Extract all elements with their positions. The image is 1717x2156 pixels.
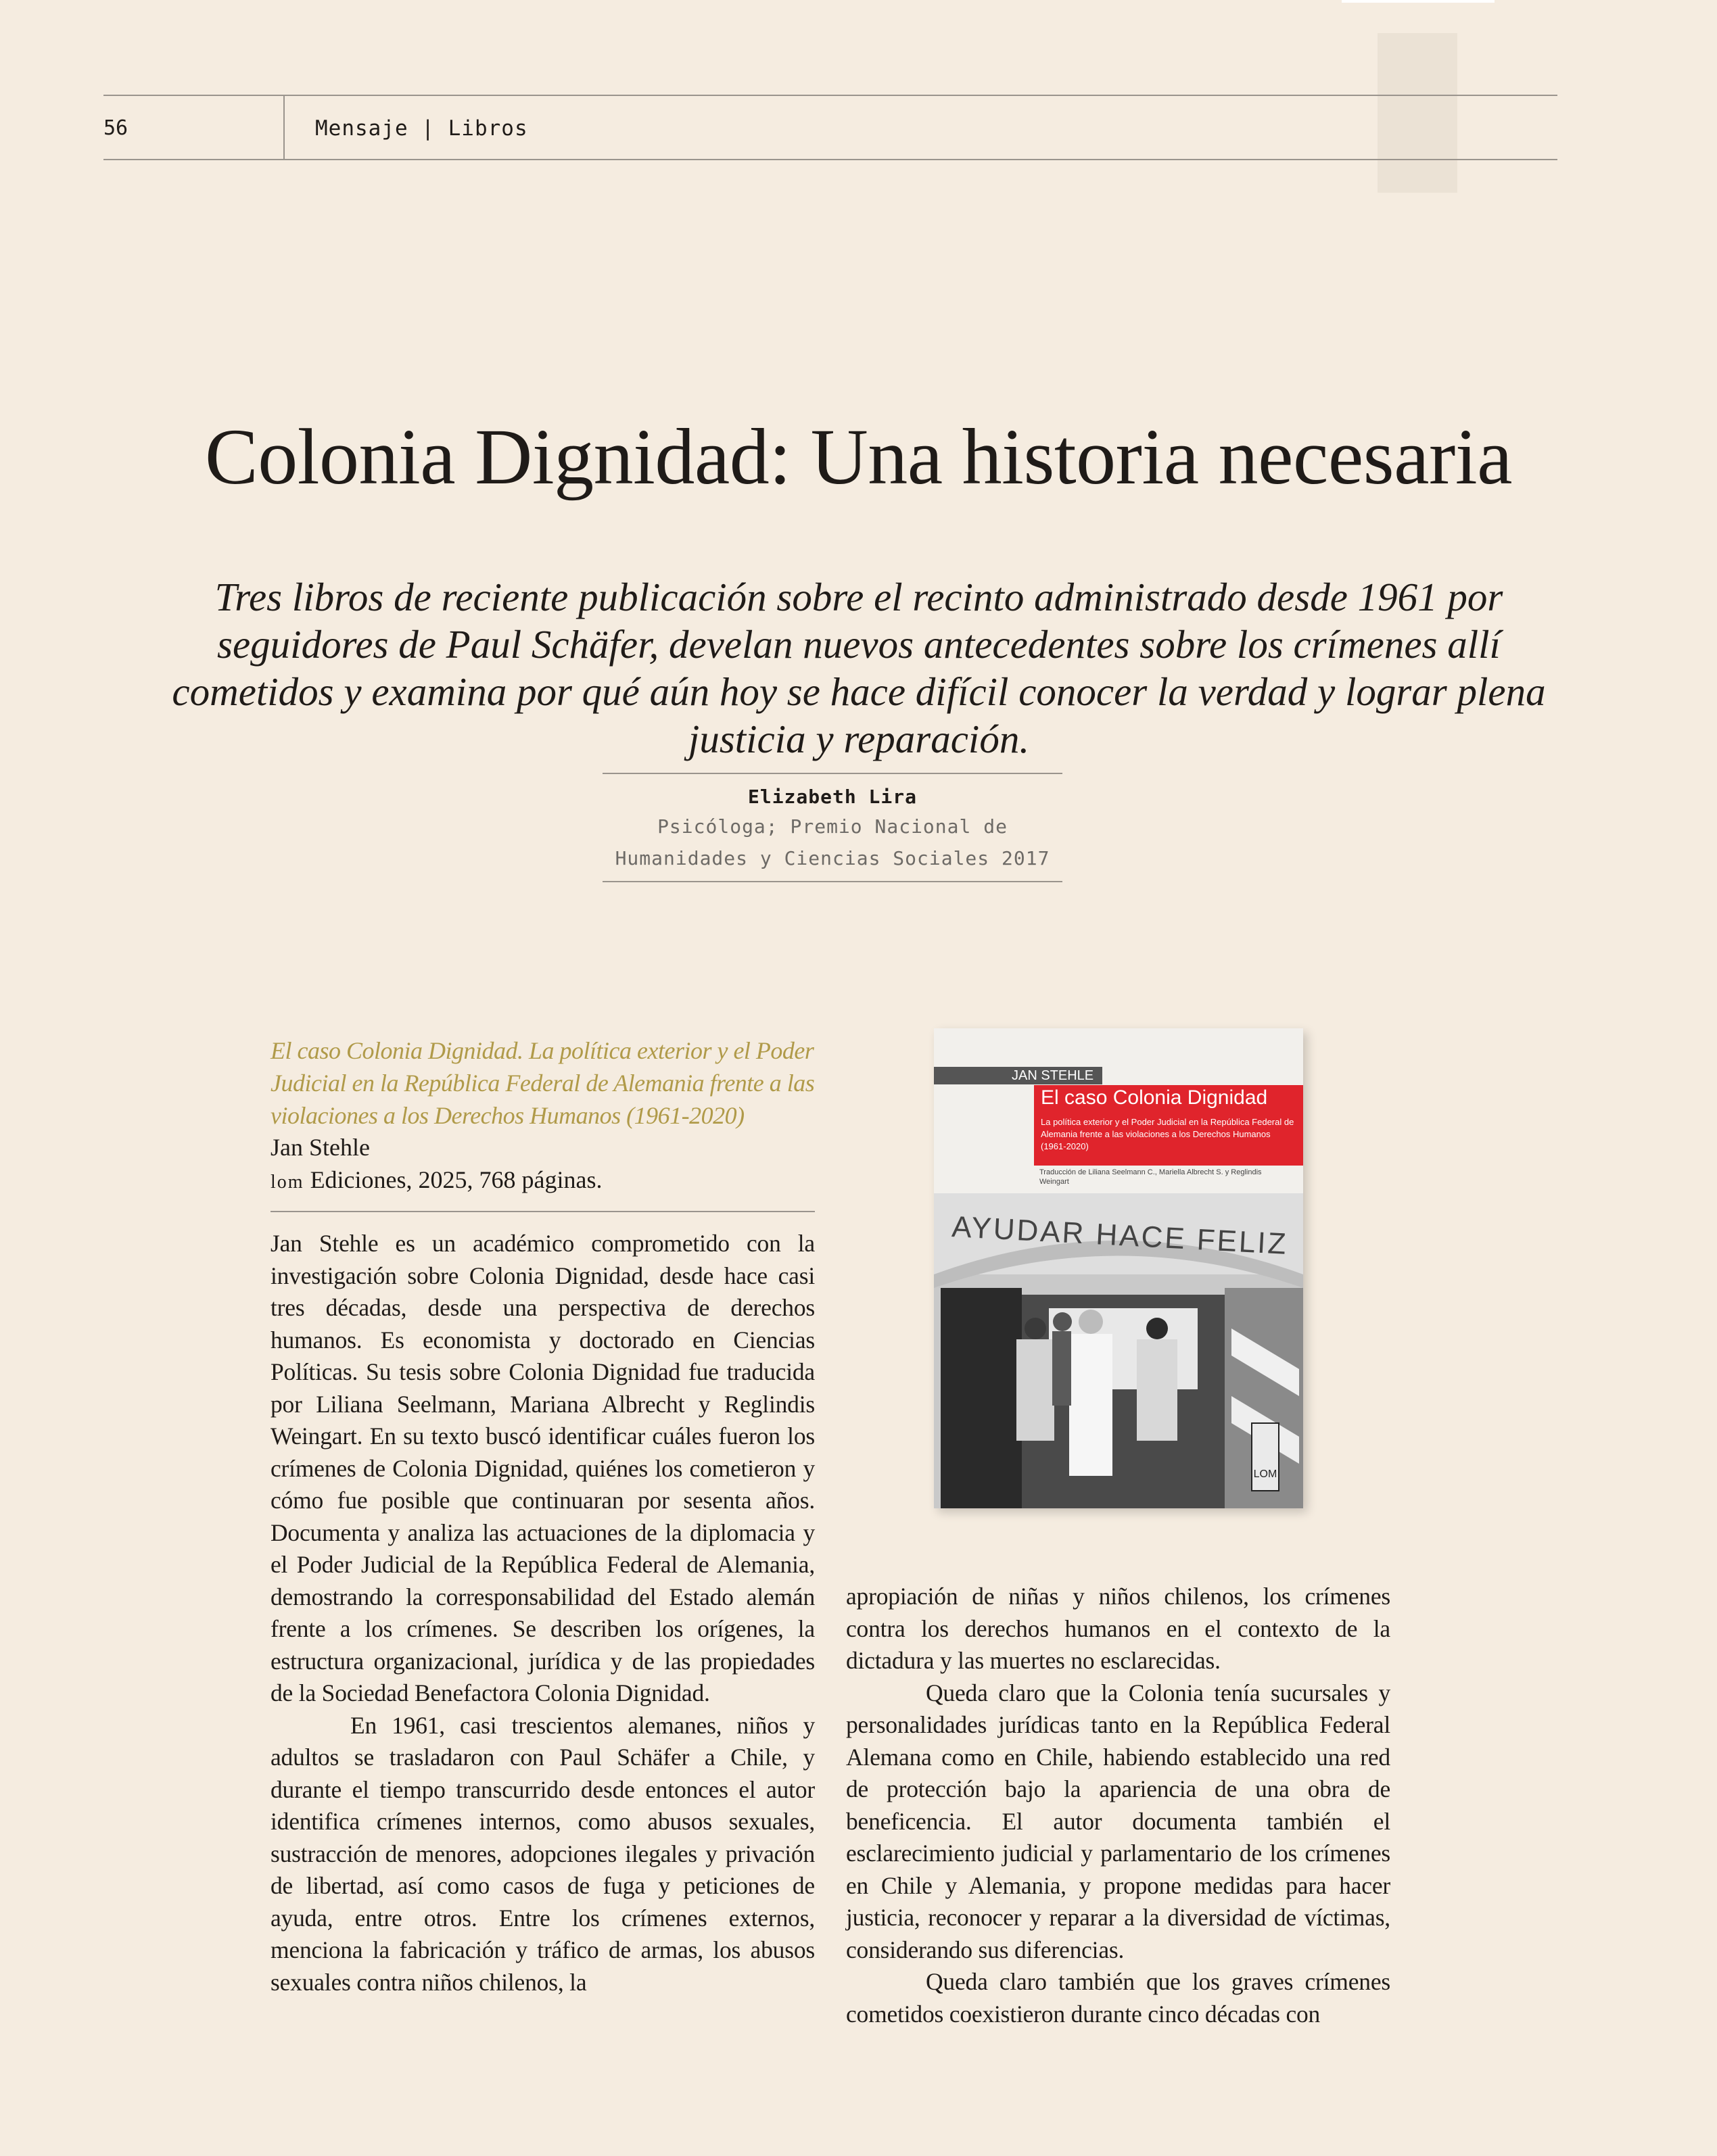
section-label: Mensaje | Libros xyxy=(315,116,528,141)
body-column-left xyxy=(271,1228,815,1998)
book-cover-image xyxy=(934,1028,1303,1508)
header-divider xyxy=(283,95,285,160)
cover-translation: Traducción de Liliana Seelmann C., Mariella Albrecht S. y Reglindis Weingart xyxy=(1039,1168,1262,1186)
cover-logo: LOM xyxy=(1253,1468,1277,1480)
page-edge-tab xyxy=(1378,33,1457,193)
paragraph: En 1961, casi trescientos alemanes, niños y adultos se trasladaron con Paul Schäfer a Chile, y durante el tiempo transcurrido desde entonces el autor identifica crímenes internos, como abusos sexuales, sustracción de menores, adopciones ilegales y privación de libertad, así como casos de fuga y peticiones de ayuda, entre otros. Entre los crímenes externos, menciona la fabricación y tráfico de armas, los abusos sexuales contra niños chilenos, la xyxy=(271,1711,815,1996)
header-bottom-rule xyxy=(103,159,1557,160)
paragraph: Queda claro también que los graves crímenes cometidos coexistieron durante cinco décadas con xyxy=(846,1968,1390,2028)
cover-banner-text: AYUDAR HACE FELIZ xyxy=(951,1210,1289,1261)
author-byline xyxy=(603,773,1062,882)
page-number: 56 xyxy=(103,116,128,140)
book-publisher xyxy=(271,1164,815,1199)
article-lede: Tres libros de reciente publicación sobre el recinto administrado desde 1961 por seguidores de Paul Schäfer, develan nuevos antecedentes sobre los crímenes allí cometidos y examina por qué aún hoy se hace difícil conocer la verdad y lograr plena justicia y reparación. xyxy=(172,575,1546,761)
cover-title-block xyxy=(1034,1085,1303,1166)
author-desc-line-1: Psicóloga; Premio Nacional de xyxy=(657,815,1008,838)
article-title: Colonia Dignidad: Una historia necesaria xyxy=(205,412,1512,501)
body-column-right xyxy=(846,1581,1390,2030)
cover-subtitle: La política exterior y el Poder Judicial en la República Federal de Alemania frente a las violaciones a los Derechos Humanos (1961-2020) xyxy=(1041,1117,1294,1151)
publisher-details: Ediciones, 2025, 768 páginas. xyxy=(304,1166,603,1193)
author-desc-line-2: Humanidades y Ciencias Sociales 2017 xyxy=(615,847,1050,869)
author-name: Elizabeth Lira xyxy=(747,786,917,808)
book-ref-divider xyxy=(271,1211,815,1212)
paragraph: apropiación de niñas y niños chilenos, los crímenes contra los derechos humanos en el contexto de la dictadura y las muertes no esclarecidas. xyxy=(846,1583,1390,1674)
paragraph: Queda claro que la Colonia tenía sucursales y personalidades jurídicas tanto en la República Federal Alemana como en Chile, habiendo establecido una red de protección bajo la apariencia de una obra de beneficencia. El autor documenta también el esclarecimiento judicial y parlamentario de los crímenes en Chile y Alemania, y propone medidas para hacer justicia, reconocer y reparar a la diversidad de víctimas, considerando sus diferencias. xyxy=(846,1679,1390,1963)
paragraph: Jan Stehle es un académico comprometido con la investigación sobre Colonia Dignidad, desde hace casi tres décadas, desde una perspectiva de derechos humanos. Es economista y doctorado en Ciencias Políticas. Su tesis sobre Colonia Dignidad fue traducida por Liliana Seelmann, Mariana Albrecht y Reglindis Weingart. En su texto buscó identificar cuáles fueron los crímenes de Colonia Dignidad, quiénes los cometieron y cómo fue posible que continuaran por sesenta años. Documenta y analiza las actuaciones de la diplomacia y el Poder Judicial de la República Federal de Alemania, demostrando la corresponsabilidad del Estado alemán frente a los crímenes. Se describen los orígenes, la estructura organizacional, jurídica y de las propiedades de la Sociedad Benefactora Colonia Dignidad. xyxy=(271,1230,815,1706)
book-meta xyxy=(271,1131,815,1199)
header-top-rule xyxy=(103,95,1557,96)
top-edge-strip xyxy=(1342,0,1495,3)
author-description xyxy=(603,811,1062,874)
cover-author-label: JAN STEHLE xyxy=(934,1067,1102,1084)
book-author: Jan Stehle xyxy=(271,1134,370,1161)
book-title: El caso Colonia Dignidad. La política exterior y el Poder Judicial en la República Federal de Alemania frente a las violaciones a los Derechos Humanos (1961-2020) xyxy=(271,1037,815,1129)
cover-title: El caso Colonia Dignidad xyxy=(1041,1086,1268,1109)
publisher-smallcaps: lom xyxy=(271,1172,304,1193)
